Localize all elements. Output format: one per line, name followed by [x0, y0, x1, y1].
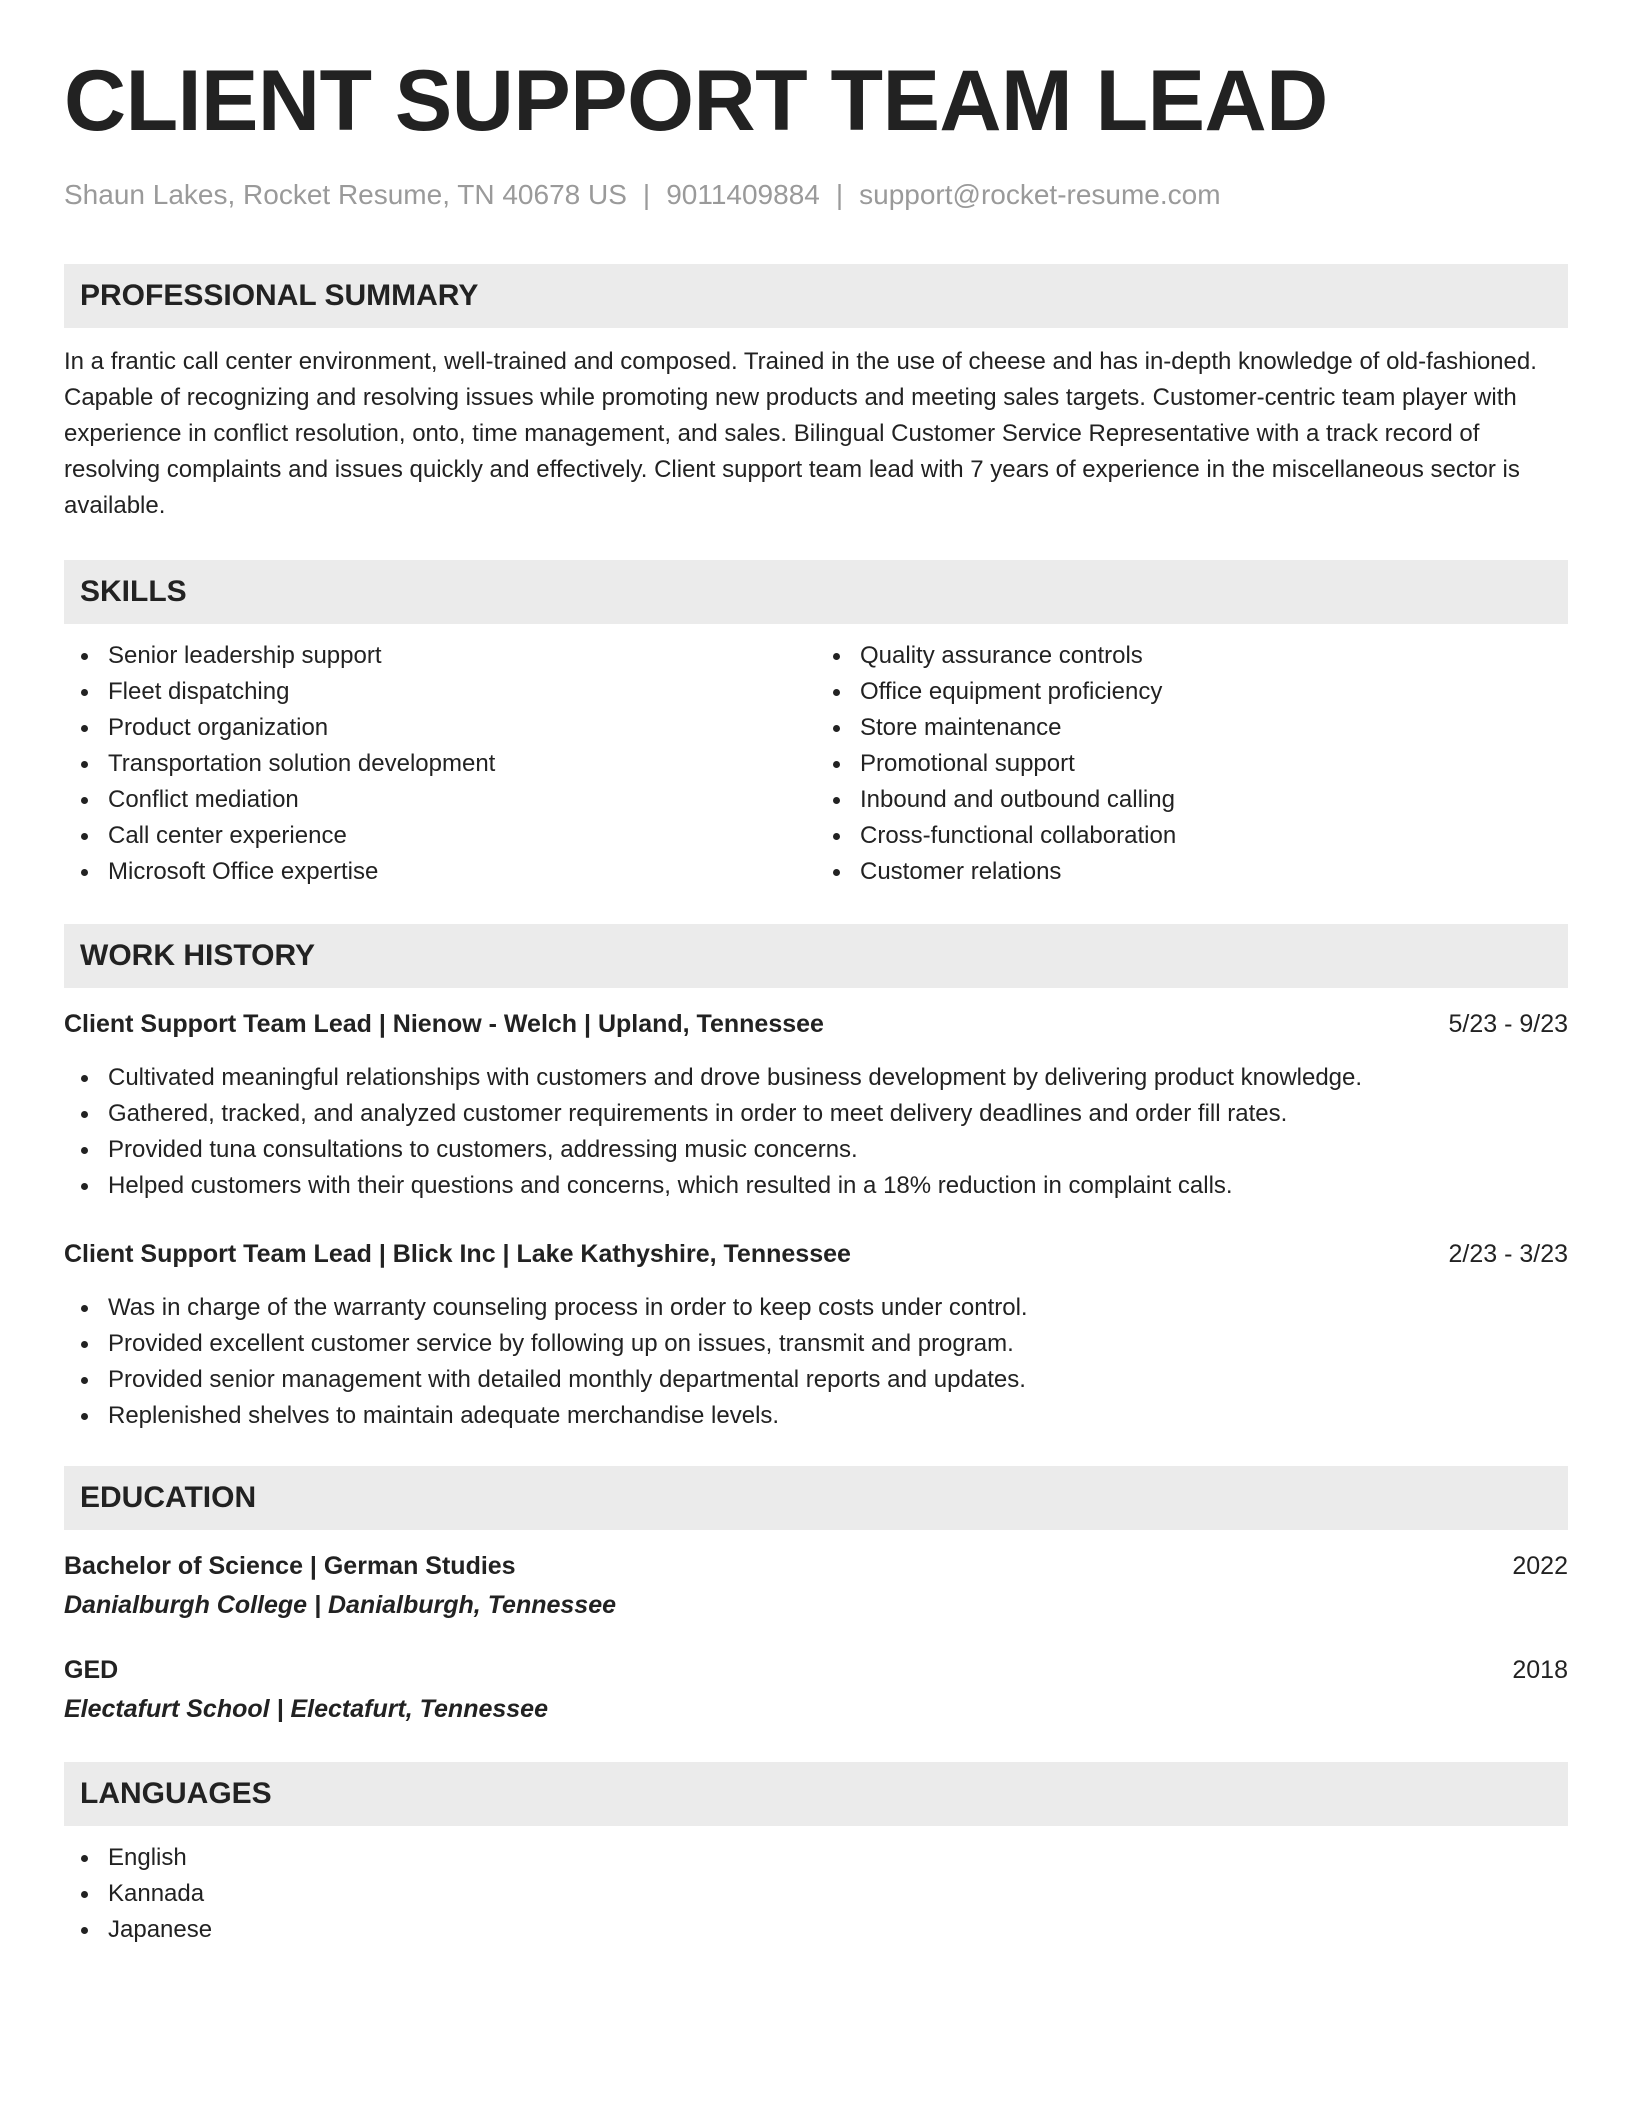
job-dates: 2/23 - 3/23 [1448, 1239, 1568, 1268]
skills-columns [64, 638, 1568, 890]
contact-phone: 9011409884 [666, 179, 820, 210]
resume-title: CLIENT SUPPORT TEAM LEAD [64, 53, 1328, 149]
skill-item: Office equipment proficiency [816, 674, 1568, 710]
job-bullet: Helped customers with their questions and concerns, which resulted in a 18% reduction in complaint calls. [64, 1168, 1568, 1204]
skill-item: Microsoft Office expertise [64, 854, 816, 890]
job-bullet: Was in charge of the warranty counseling process in order to keep costs under control. [64, 1290, 1568, 1326]
job-header [64, 1236, 1568, 1272]
education-year: 2022 [1512, 1551, 1568, 1580]
languages-list [64, 1840, 1568, 1948]
job-bullet: Cultivated meaningful relationships with customers and drove business development by delivering product knowledge. [64, 1060, 1568, 1096]
skill-item: Store maintenance [816, 710, 1568, 746]
job-bullet: Provided tuna consultations to customers, addressing music concerns. [64, 1132, 1568, 1168]
skill-item: Call center experience [64, 818, 816, 854]
skill-item: Cross-functional collaboration [816, 818, 1568, 854]
skill-item: Quality assurance controls [816, 638, 1568, 674]
language-item: Japanese [64, 1912, 1568, 1948]
skill-item: Fleet dispatching [64, 674, 816, 710]
education-entry [64, 1652, 1568, 1728]
job-bullet: Replenished shelves to maintain adequate merchandise levels. [64, 1398, 1568, 1434]
section-heading-languages: LANGUAGES [64, 1762, 1568, 1826]
education-school: Electafurt School | Electafurt, Tennessee [64, 1694, 548, 1723]
education-degree: Bachelor of Science | German Studies [64, 1551, 516, 1580]
education-degree: GED [64, 1655, 119, 1684]
job-entry [64, 1236, 1568, 1434]
contact-address: Shaun Lakes, Rocket Resume, TN 40678 US [64, 179, 627, 210]
language-item: Kannada [64, 1876, 1568, 1912]
skills-list-left [64, 638, 816, 890]
job-bullet: Gathered, tracked, and analyzed customer requirements in order to meet delivery deadlines and order fill rates. [64, 1096, 1568, 1132]
contact-email: support@rocket-resume.com [859, 179, 1221, 210]
section-heading-work-history: WORK HISTORY [64, 924, 1568, 988]
section-heading-summary: PROFESSIONAL SUMMARY [64, 264, 1568, 328]
job-title: Client Support Team Lead | Blick Inc | Lake Kathyshire, Tennessee [64, 1239, 851, 1268]
summary-text: In a frantic call center environment, well-trained and composed. Trained in the use of cheese and has in-depth knowledge of old-fashioned. Capable of recognizing and resolving issues while promoting new products and meeting sales targets. Customer-centric team player with experience in conflict resolution, onto, time management, and sales. Bilingual Customer Service Representative with a track record of resolving complaints and issues quickly and effectively. Client support team lead with 7 years of experience in the miscellaneous sector is available. [64, 347, 1537, 519]
section-heading-education: EDUCATION [64, 1466, 1568, 1530]
education-header [64, 1652, 1568, 1688]
skill-item: Inbound and outbound calling [816, 782, 1568, 818]
language-item: English [64, 1840, 1568, 1876]
job-bullets [64, 1060, 1568, 1204]
education-year: 2018 [1512, 1655, 1568, 1684]
skill-item: Senior leadership support [64, 638, 816, 674]
skill-item: Promotional support [816, 746, 1568, 782]
job-title: Client Support Team Lead | Nienow - Welch | Upland, Tennessee [64, 1009, 824, 1038]
skill-item: Customer relations [816, 854, 1568, 890]
job-bullet: Provided excellent customer service by following up on issues, transmit and program. [64, 1326, 1568, 1362]
contact-line [64, 178, 1568, 212]
contact-separator: | [835, 179, 844, 210]
skill-item: Transportation solution development [64, 746, 816, 782]
job-header [64, 1006, 1568, 1042]
job-bullets [64, 1290, 1568, 1434]
job-bullet: Provided senior management with detailed monthly departmental reports and updates. [64, 1362, 1568, 1398]
skills-list-right [816, 638, 1568, 890]
contact-separator: | [642, 179, 651, 210]
section-heading-skills: SKILLS [64, 560, 1568, 624]
education-entry [64, 1548, 1568, 1624]
job-entry [64, 1006, 1568, 1204]
skill-item: Conflict mediation [64, 782, 816, 818]
education-school: Danialburgh College | Danialburgh, Tennessee [64, 1590, 617, 1619]
education-header [64, 1548, 1568, 1584]
job-dates: 5/23 - 9/23 [1448, 1009, 1568, 1038]
skill-item: Product organization [64, 710, 816, 746]
